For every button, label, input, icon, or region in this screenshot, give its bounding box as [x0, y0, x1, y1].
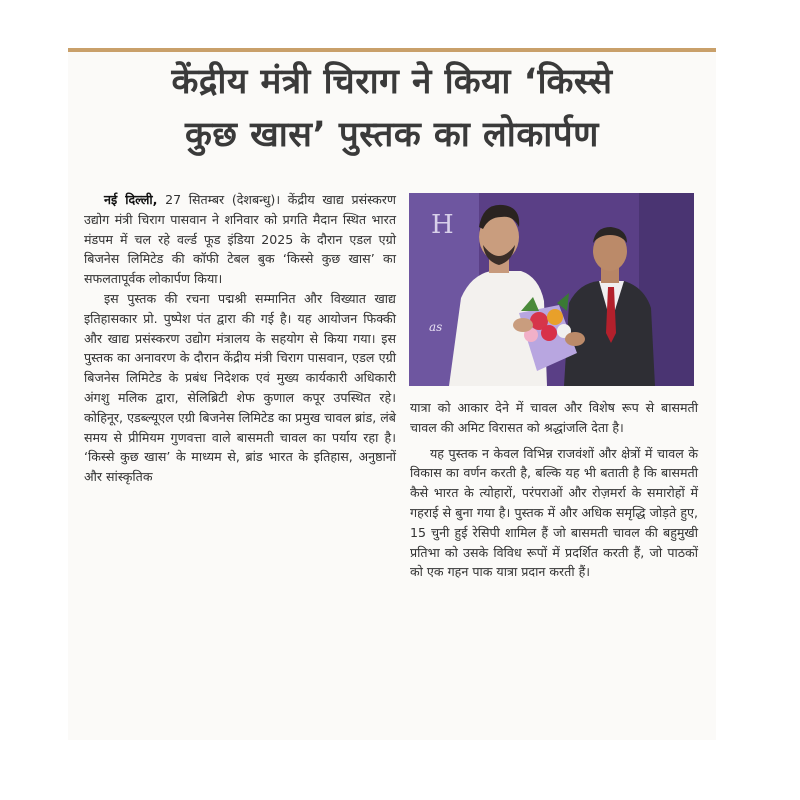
- svg-text:as: as: [429, 320, 443, 334]
- paragraph-2-right: यात्रा को आकार देने में चावल और विशेष रूप से बासमती चावल की अमिट विरासत को श्रद्धांजलि देता है।: [410, 400, 698, 435]
- headline-line-1: केंद्रीय मंत्री चिराग ने किया ‘किस्से: [171, 62, 613, 102]
- lead-text: 27 सितम्बर (देशबन्धु)। केंद्रीय खाद्य प्रसंस्करण उद्योग मंत्री चिराग पासवान ने शनिवार को प्रगति मैदान स्थित भारत मंडपम में चल रहे वर्ल्ड फूड इंडिया 2025 के दौरान एडल एग्रो बिजनेस लिमिटेड की कॉफी टेबल बुक ‘किस्से कुछ खास’ का सफलतापूर्वक लोकार्पण किया।: [84, 192, 396, 287]
- svg-text:H: H: [431, 210, 454, 240]
- article-column-right: [410, 398, 698, 582]
- top-rule: [68, 48, 716, 52]
- headline-line-2: कुछ खास’ पुस्तक का लोकार्पण: [184, 115, 599, 155]
- event-photo: [409, 193, 694, 386]
- dateline: नई दिल्ली,: [104, 192, 158, 207]
- paragraph-3: यह पुस्तक न केवल विभिन्न राजवंशों और क्षेत्रों में चावल के विकास का वर्णन करती है, बल्कि यह भी बताती है कि बासमती कैसे भारत के त्योहारों, परंपराओं और रोज़मर्रा के समारोहों में गहराई से बुना गया है। पुस्तक में और अधिक समृद्धि जोड़ते हुए, 15 चुनी हुई रेसिपी शामिल हैं जो बासमती चावल की बहुमुखी प्रतिभा को उसके विविध रूपों में प्रदर्शित करती हैं, जो पाठकों को एक गहन पाक यात्रा प्रदान करती हैं।: [410, 445, 698, 580]
- lead-paragraph: [84, 190, 396, 289]
- paragraph-2-left: इस पुस्तक की रचना पद्मश्री सम्मानित और विख्यात खाद्य इतिहासकार प्रो. पुष्पेश पंत द्वारा की गई है। यह आयोजन फिक्की और खाद्य प्रसंस्करण उद्योग मंत्रालय के सहयोग से किया गया। इस पुस्तक का अनावरण के दौरान केंद्रीय मंत्री चिराग पासवान, एडल एग्री बिजनेस लिमिटेड के प्रबंध निदेशक एवं मुख्य कार्यकारी अधिकारी अंगशु मलिक द्वारा, सेलिब्रिटी शेफ कुणाल कपूर उपस्थित रहे। कोहिनूर, एडब्ल्यूएल एग्री बिजनेस लिमिटेड का प्रमुख चावल ब्रांड, लंबे समय से प्रीमियम गुणवत्ता वाले बासमती चावल का पर्याय रहा है। ‘किस्से कुछ खास’ के माध्यम से, ब्रांड भारत के इतिहास, अनुष्ठानों और सांस्कृतिक: [84, 290, 396, 485]
- headline: [76, 56, 708, 162]
- article-column-left: [84, 190, 396, 487]
